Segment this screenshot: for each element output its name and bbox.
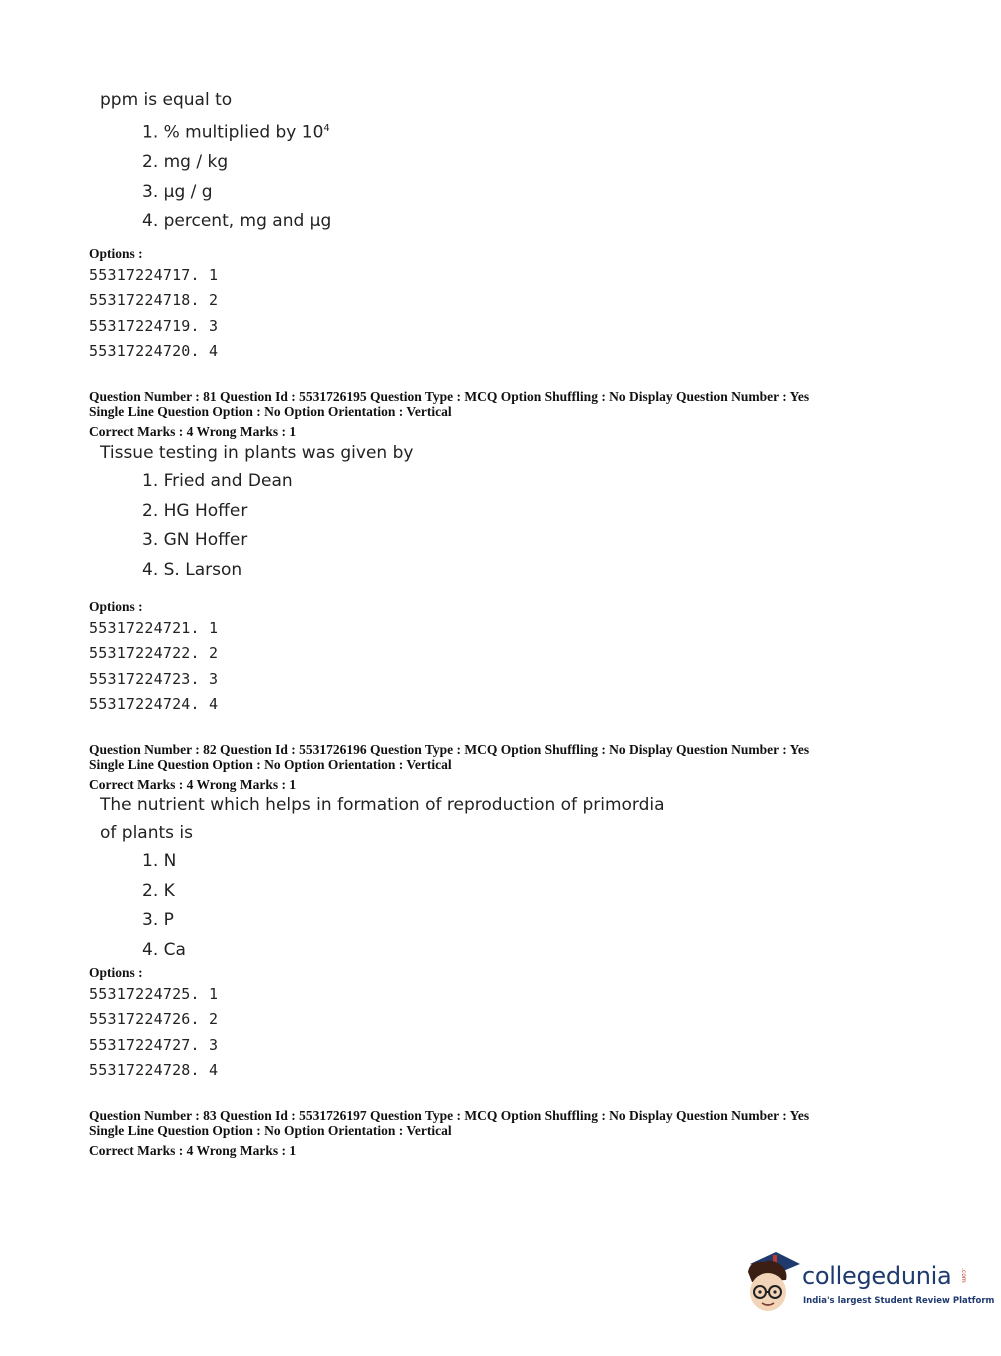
question-82 [100,791,665,965]
question-meta-83: Question Number : 83 Question Id : 5531726197 Question Type : MCQ Option Shuffling : No Display Question Number : Yes Single Line Question Option : No Option Orientation : Vertical Correct Marks : 4 Wrong Marks : 1 [89,1108,810,1158]
logo-com: .com [960,1268,967,1283]
question-choices [142,114,331,237]
question-choices [142,847,665,965]
question-meta-82: Question Number : 82 Question Id : 5531726196 Question Type : MCQ Option Shuffling : No Display Question Number : Yes Single Line Question Option : No Option Orientation : Vertical Correct Marks : 4 Wrong Marks : 1 [89,742,810,792]
option-id-line: 55317224721. 1 [89,619,219,637]
question-80 [100,86,331,237]
question-81 [100,439,413,585]
option-id-line: 55317224726. 2 [89,1010,219,1029]
options-block-80 [89,245,218,364]
choice-item: 2. HG Hoffer [142,500,248,521]
choice-item: 3. µg / g [142,181,213,202]
option-id-line: 55317224722. 2 [89,644,219,663]
option-id-line: 55317224725. 1 [89,985,219,1003]
option-id-line: 55317224719. 3 [89,316,219,335]
choice-item: 4. S. Larson [142,559,243,580]
option-id-line: 55317224728. 4 [89,1060,219,1079]
options-block-82 [89,964,218,1083]
choice-item: 4. Ca [142,939,186,960]
choice-item: 2. K [142,880,175,901]
choice-item: 1. Fried and Dean [142,471,293,491]
option-id-line: 55317224720. 4 [89,341,219,360]
question-text: The nutrient which helps in formation of reproduction of primordia [100,795,665,815]
question-text: Tissue testing in plants was given by [100,443,414,463]
option-id-line: 55317224723. 3 [89,669,219,688]
collegedunia-logo [742,1250,995,1320]
mascot-icon [742,1250,802,1316]
choice-item: 3. P [142,910,174,930]
choice-item: 2. mg / kg [142,152,229,173]
option-id-line: 55317224724. 4 [89,694,219,713]
option-id-line: 55317224727. 3 [89,1035,219,1054]
options-label: Options : [89,599,143,614]
question-meta-81: Question Number : 81 Question Id : 5531726195 Question Type : MCQ Option Shuffling : No Display Question Number : Yes Single Line Question Option : No Option Orientation : Vertical Correct Marks : 4 Wrong Marks : 1 [89,389,810,439]
choice-item: 3. GN Hoffer [142,530,248,550]
choice-item: 1. N [142,851,177,871]
question-choices [142,467,413,585]
options-label: Options : [89,246,143,261]
option-id-line: 55317224717. 1 [89,266,219,284]
logo-tagline: India's largest Student Review Platform [803,1296,995,1306]
question-text-cont: of plants is [100,823,194,843]
logo-name: collegedunia [802,1262,952,1290]
option-id-line: 55317224718. 2 [89,291,219,310]
choice-item: 4. percent, mg and µg [142,211,332,232]
choice-item: 1. % multiplied by $10^4$ [142,122,330,143]
options-label: Options : [89,965,143,980]
question-text: ppm is equal to [100,90,233,110]
options-block-81 [89,598,218,717]
